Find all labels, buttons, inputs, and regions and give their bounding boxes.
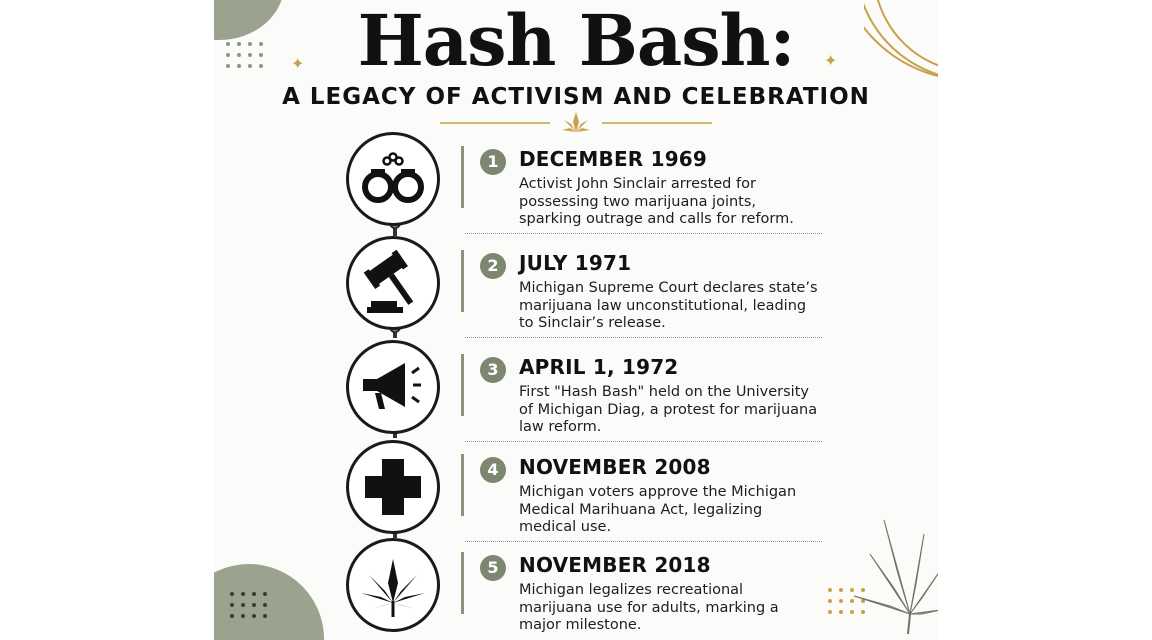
event-description: Michigan Supreme Court declares state’s marijuana law unconstitutional, leading to Sinclair’s release. [519,280,818,331]
event-number-badge: 1 [480,149,506,175]
page-title: Hash Bash: [357,0,795,82]
event-description: First "Hash Bash" held on the University of Michigan Diag, a protest for marijuana law reform. [519,384,818,435]
event-accent-bar [461,454,464,516]
event-accent-bar [461,250,464,312]
event-number-badge: 4 [480,457,506,483]
event-date: DECEMBER 1969 [519,147,708,171]
event-date: NOVEMBER 2008 [519,455,711,479]
timeline-event-4 [344,436,824,536]
event-description: Michigan voters approve the Michigan Medical Marihuana Act, legalizing medical use. [519,484,797,535]
handcuffs-icon [349,135,437,223]
event-number-badge: 3 [480,357,506,383]
event-icon-circle [346,132,440,226]
event-accent-bar [461,552,464,614]
event-number-badge: 2 [480,253,506,279]
timeline [344,128,824,640]
event-number-badge: 5 [480,555,506,581]
dot-grid-bottom-left [230,592,267,618]
event-date: JULY 1971 [519,251,632,275]
medical-cross-icon [349,443,437,531]
sparkle-icon-left: ✦ [291,56,305,73]
gavel-icon [349,239,437,327]
event-icon-circle [346,538,440,632]
timeline-event-5 [344,534,824,634]
page-subtitle: A LEGACY OF ACTIVISM AND CELEBRATION [282,84,870,110]
timeline-event-2 [344,232,824,332]
cannabis-leaf-icon [349,541,437,629]
timeline-event-1 [344,128,824,228]
event-date: APRIL 1, 1972 [519,355,679,379]
event-icon-circle [346,236,440,330]
cannabis-leaf-illustration [850,514,938,634]
event-description: Michigan legalizes recreational marijuana use for adults, marking a major milestone. [519,582,779,633]
event-date: NOVEMBER 2018 [519,553,711,577]
sparkle-icon-right: ✦ [824,53,838,70]
event-description: Activist John Sinclair arrested for possessing two marijuana joints, sparking outrage and calls for reform. [519,176,794,227]
event-accent-bar [461,354,464,416]
event-icon-circle [346,340,440,434]
infographic [214,0,938,640]
event-accent-bar [461,146,464,208]
timeline-event-3 [344,336,824,436]
megaphone-icon [349,343,437,431]
event-icon-circle [346,440,440,534]
